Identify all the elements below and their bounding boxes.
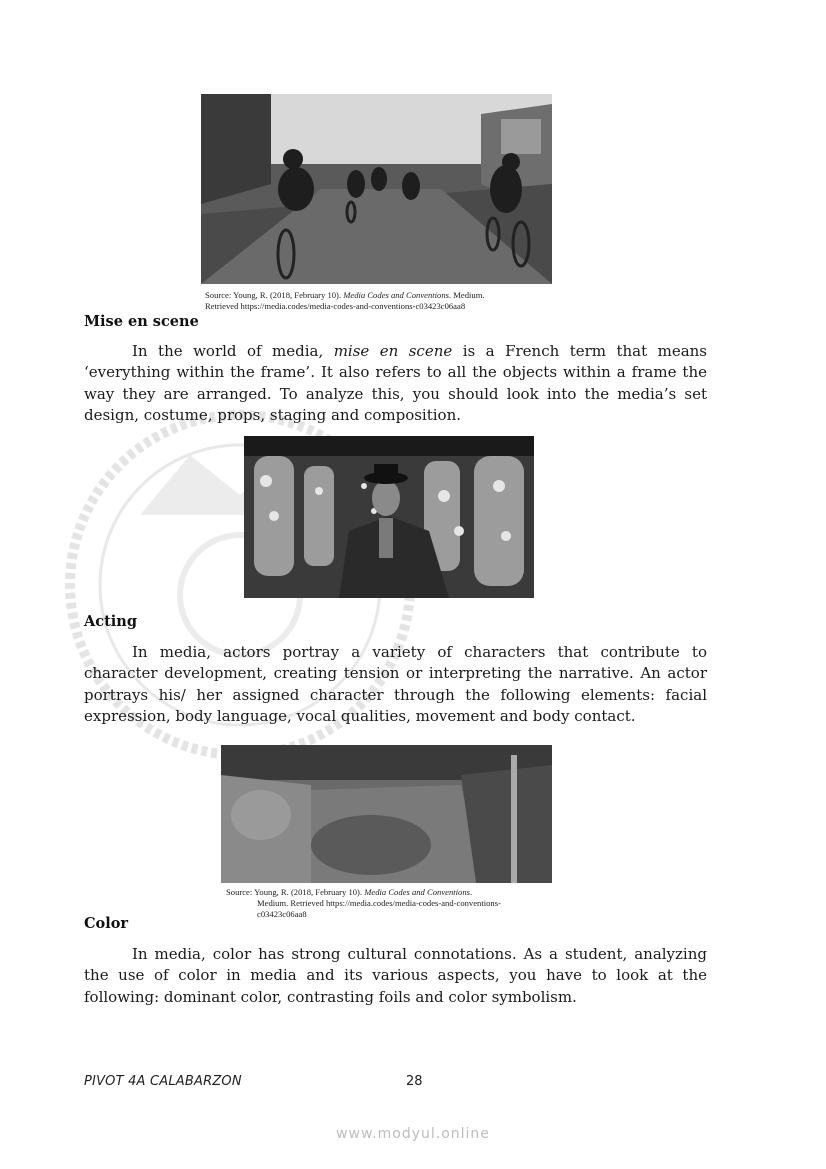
- paragraph-acting: [84, 642, 707, 727]
- caption2-title: Media Codes and Conventions: [364, 887, 470, 897]
- caption2-suffix: .: [469, 887, 473, 897]
- color-text: In media, color has strong cultural connotations. As a student, analyzing the use of color in media and its various aspects, you have to look at the following: dominant color, contrasting foils and color symbolism.: [84, 945, 707, 1006]
- mise-italic-term: mise en scene: [333, 342, 453, 360]
- page-number: 28: [406, 1074, 423, 1089]
- footer-module-label: PIVOT 4A CALABARZON: [84, 1074, 242, 1089]
- stage-photo: [244, 436, 534, 598]
- heading-color: Color: [84, 915, 129, 932]
- mise-text-before: In the world of media,: [132, 342, 334, 360]
- caption1-suffix: . Medium.: [448, 290, 485, 300]
- hallway-photo: [221, 745, 552, 883]
- paragraph-color: [84, 944, 707, 1008]
- acting-text: In media, actors portray a variety of characters that contribute to character development, creating tension or interpreting the narrative. An actor portrays his/ her assigned character through the following elements: facial expression, body language, vocal qualities, movement and body contact.: [84, 643, 707, 725]
- mise-text-after: is a French term that means ‘everything within the frame’. It also refers to all the objects within a frame the way they are arranged. To analyze this, you should look into the media’s set design, costume, props, staging and composition.: [84, 342, 707, 424]
- caption1-title: Media Codes and Conventions: [343, 290, 449, 300]
- heading-mise-en-scene: Mise en scene: [84, 313, 199, 330]
- site-watermark: www.modyul.online: [336, 1126, 490, 1142]
- heading-acting: Acting: [84, 613, 137, 630]
- caption2-line3: c03423c06aa8: [257, 909, 307, 919]
- caption2-line2: Medium. Retrieved https://media.codes/media-codes-and-conventions-: [257, 898, 501, 908]
- paragraph-mise-en-scene: [84, 341, 707, 426]
- figure-caption-1: [205, 290, 565, 312]
- caption1-prefix: Source: Young, R. (2018, February 10).: [205, 290, 344, 300]
- caption2-prefix: Source: Young, R. (2018, February 10).: [226, 887, 365, 897]
- bikes-photo: [201, 94, 552, 284]
- caption1-line2: Retrieved https://media.codes/media-codes-and-conventions-c03423c06aa8: [205, 301, 466, 311]
- figure-caption-2: [226, 887, 566, 920]
